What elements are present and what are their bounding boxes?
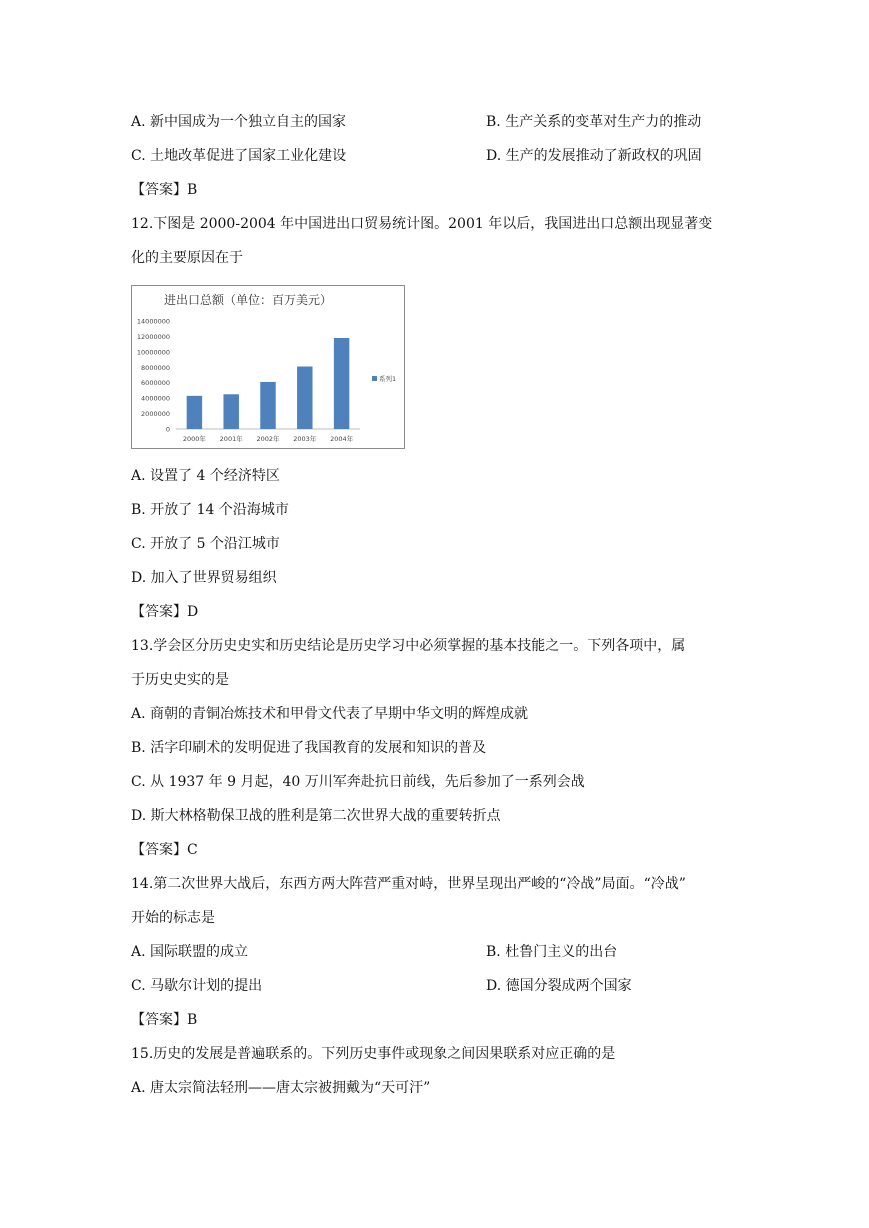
q11-option-b: B. 生产关系的变革对生产力的推动 [486, 114, 702, 130]
q12-option-b: B. 开放了 14 个沿海城市 [131, 502, 289, 518]
y-tick-label: 12000000 [136, 332, 170, 341]
q13-option-a: A. 商朝的青铜冶炼技术和甲骨文代表了早期中华文明的辉煌成就 [131, 706, 529, 722]
q11-option-a: A. 新中国成为一个独立自主的国家 [131, 114, 347, 130]
trade-chart [131, 285, 405, 449]
q13-option-d: D. 斯大林格勒保卫战的胜利是第二次世界大战的重要转折点 [131, 808, 501, 824]
y-tick-label: 4000000 [141, 394, 170, 403]
q15-option-a: A. 唐太宗简法轻刑——唐太宗被拥戴为“天可汗” [131, 1080, 431, 1096]
trade-chart-svg [132, 286, 406, 450]
bar [187, 396, 202, 429]
q12-option-c: C. 开放了 5 个沿江城市 [131, 536, 280, 552]
bar [260, 382, 275, 429]
legend-swatch [372, 376, 377, 381]
q13-stem-line1: 13.学会区分历史史实和历史结论是历史学习中必须掌握的基本技能之一。下列各项中，属 [131, 638, 686, 654]
q13-answer: 【答案】C [131, 842, 198, 858]
q12-answer: 【答案】D [131, 604, 199, 620]
q12-stem-line1: 12.下图是 2000-2004 年中国进出口贸易统计图。2001 年以后，我国进出口总额出现显著变 [131, 216, 713, 232]
q14-answer: 【答案】B [131, 1012, 198, 1028]
x-tick-label: 2002年 [256, 435, 280, 443]
y-tick-label: 8000000 [141, 363, 170, 372]
y-tick-label: 14000000 [136, 317, 170, 326]
q13-option-b: B. 活字印刷术的发明促进了我国教育的发展和知识的普及 [131, 740, 487, 756]
q14-option-c: C. 马歇尔计划的提出 [131, 978, 263, 994]
q14-stem-line2: 开始的标志是 [131, 910, 215, 926]
x-tick-label: 2004年 [330, 435, 354, 443]
q12-option-d: D. 加入了世界贸易组织 [131, 570, 277, 586]
y-tick-label: 2000000 [141, 410, 170, 419]
q14-option-a: A. 国际联盟的成立 [131, 944, 249, 960]
bar [223, 394, 238, 429]
q15-stem-line1: 15.历史的发展是普遍联系的。下列历史事件或现象之间因果联系对应正确的是 [131, 1046, 616, 1062]
bar [297, 367, 312, 429]
y-tick-label: 10000000 [136, 348, 170, 357]
x-tick-label: 2003年 [293, 435, 317, 443]
x-tick-label: 2001年 [219, 435, 243, 443]
q12-stem-line2: 化的主要原因在于 [131, 250, 243, 266]
q13-stem-line2: 于历史史实的是 [131, 672, 229, 688]
q11-answer: 【答案】B [131, 182, 198, 198]
y-tick-label: 6000000 [141, 379, 170, 388]
bar [334, 338, 349, 429]
y-tick-label: 0 [165, 425, 170, 434]
q13-option-c: C. 从 1937 年 9 月起，40 万川军奔赴抗日前线，先后参加了一系列会战 [131, 774, 585, 790]
x-tick-label: 2000年 [182, 435, 206, 443]
chart-title: 进出口总额（单位：百万美元） [163, 293, 333, 307]
q14-option-d: D. 德国分裂成两个国家 [486, 978, 632, 994]
q11-option-c: C. 土地改革促进了国家工业化建设 [131, 148, 347, 164]
legend-label: 系列1 [379, 375, 397, 383]
q14-stem-line1: 14.第二次世界大战后，东西方两大阵营严重对峙，世界呈现出严峻的“冷战”局面。“冷战” [131, 876, 686, 892]
q11-option-d: D. 生产的发展推动了新政权的巩固 [486, 148, 702, 164]
q14-option-b: B. 杜鲁门主义的出台 [486, 944, 618, 960]
q12-option-a: A. 设置了 4 个经济特区 [131, 468, 280, 484]
